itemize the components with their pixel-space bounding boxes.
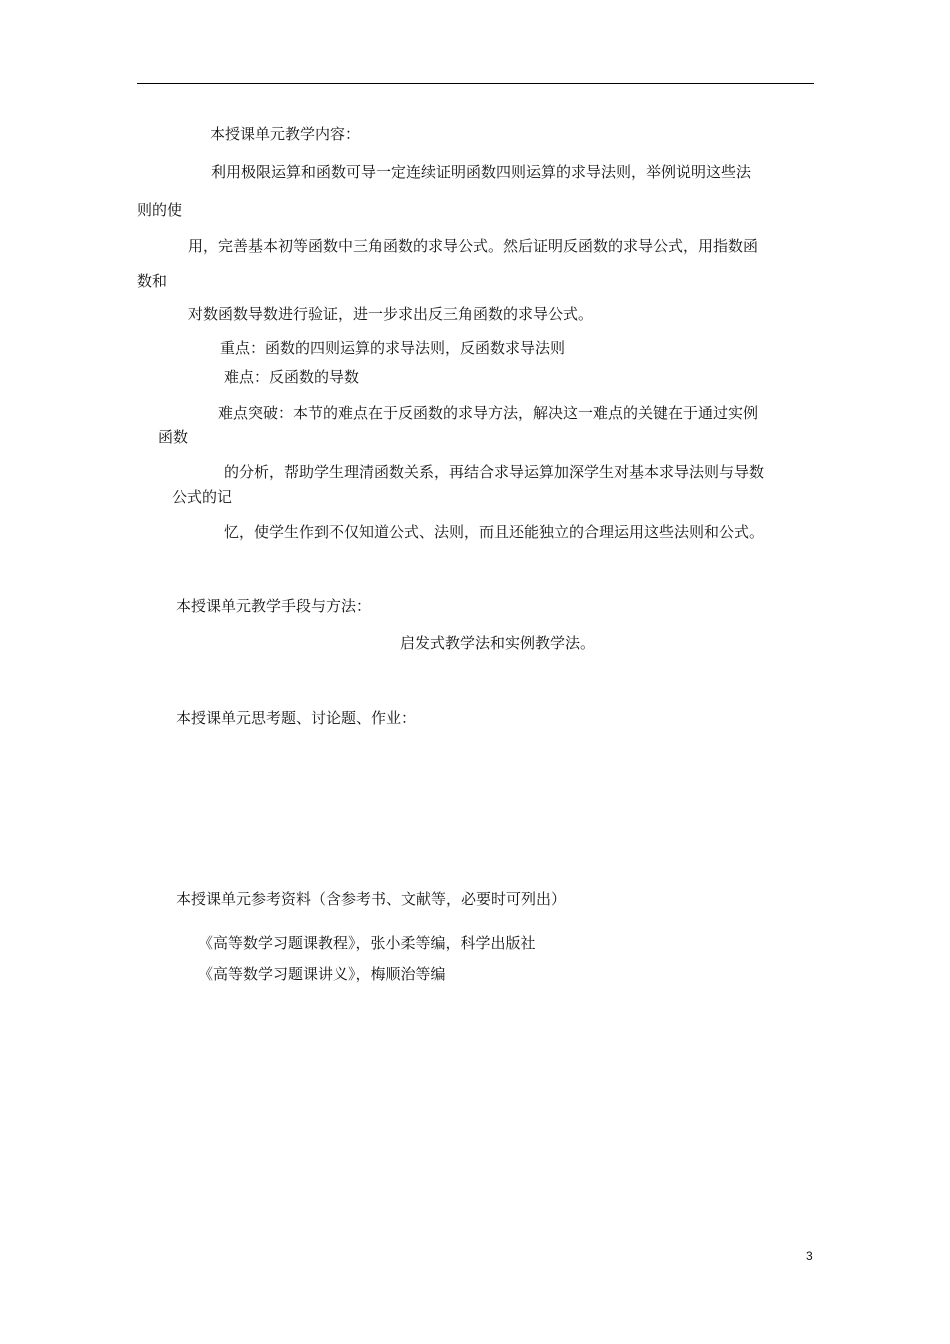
breakthrough-line-3: 的分析，帮助学生理清函数关系，再结合求导运算加深学生对基本求导法则与导数 [224, 463, 765, 481]
content-line-1: 利用极限运算和函数可导一定连续证明函数四则运算的求导法则，举例说明这些法 [211, 163, 752, 181]
content-line-3: 用，完善基本初等函数中三角函数的求导公式。然后证明反函数的求导公式，用指数函 [188, 237, 759, 255]
content-line-4: 数和 [137, 272, 168, 290]
content-heading: 本授课单元教学内容： [210, 125, 361, 143]
breakthrough-line-2: 函数 [158, 428, 189, 446]
content-line-2: 则的使 [137, 201, 183, 219]
key-points: 重点：函数的四则运算的求导法则，反函数求导法则 [220, 339, 566, 357]
header-rule [137, 83, 814, 84]
breakthrough-line-5: 忆，使学生作到不仅知道公式、法则，而且还能独立的合理运用这些法则和公式。 [224, 523, 765, 541]
difficulty: 难点：反函数的导数 [224, 368, 360, 386]
breakthrough-line-1: 难点突破：本节的难点在于反函数的求导方法，解决这一难点的关键在于通过实例 [218, 404, 759, 422]
page-number: 3 [806, 1249, 813, 1263]
reference-item-2: 《高等数学习题课讲义》，梅顺治等编 [198, 965, 446, 983]
content-line-5: 对数函数导数进行验证，进一步求出反三角函数的求导公式。 [188, 305, 594, 323]
exercises-heading: 本授课单元思考题、讨论题、作业： [176, 709, 417, 727]
methods-heading: 本授课单元教学手段与方法： [176, 597, 372, 615]
methods-text: 启发式教学法和实例教学法。 [400, 634, 596, 652]
references-heading: 本授课单元参考资料（含参考书、文献等，必要时可列出） [176, 890, 567, 908]
breakthrough-line-4: 公式的记 [172, 488, 233, 506]
reference-item-1: 《高等数学习题课教程》，张小柔等编，科学出版社 [198, 934, 536, 952]
